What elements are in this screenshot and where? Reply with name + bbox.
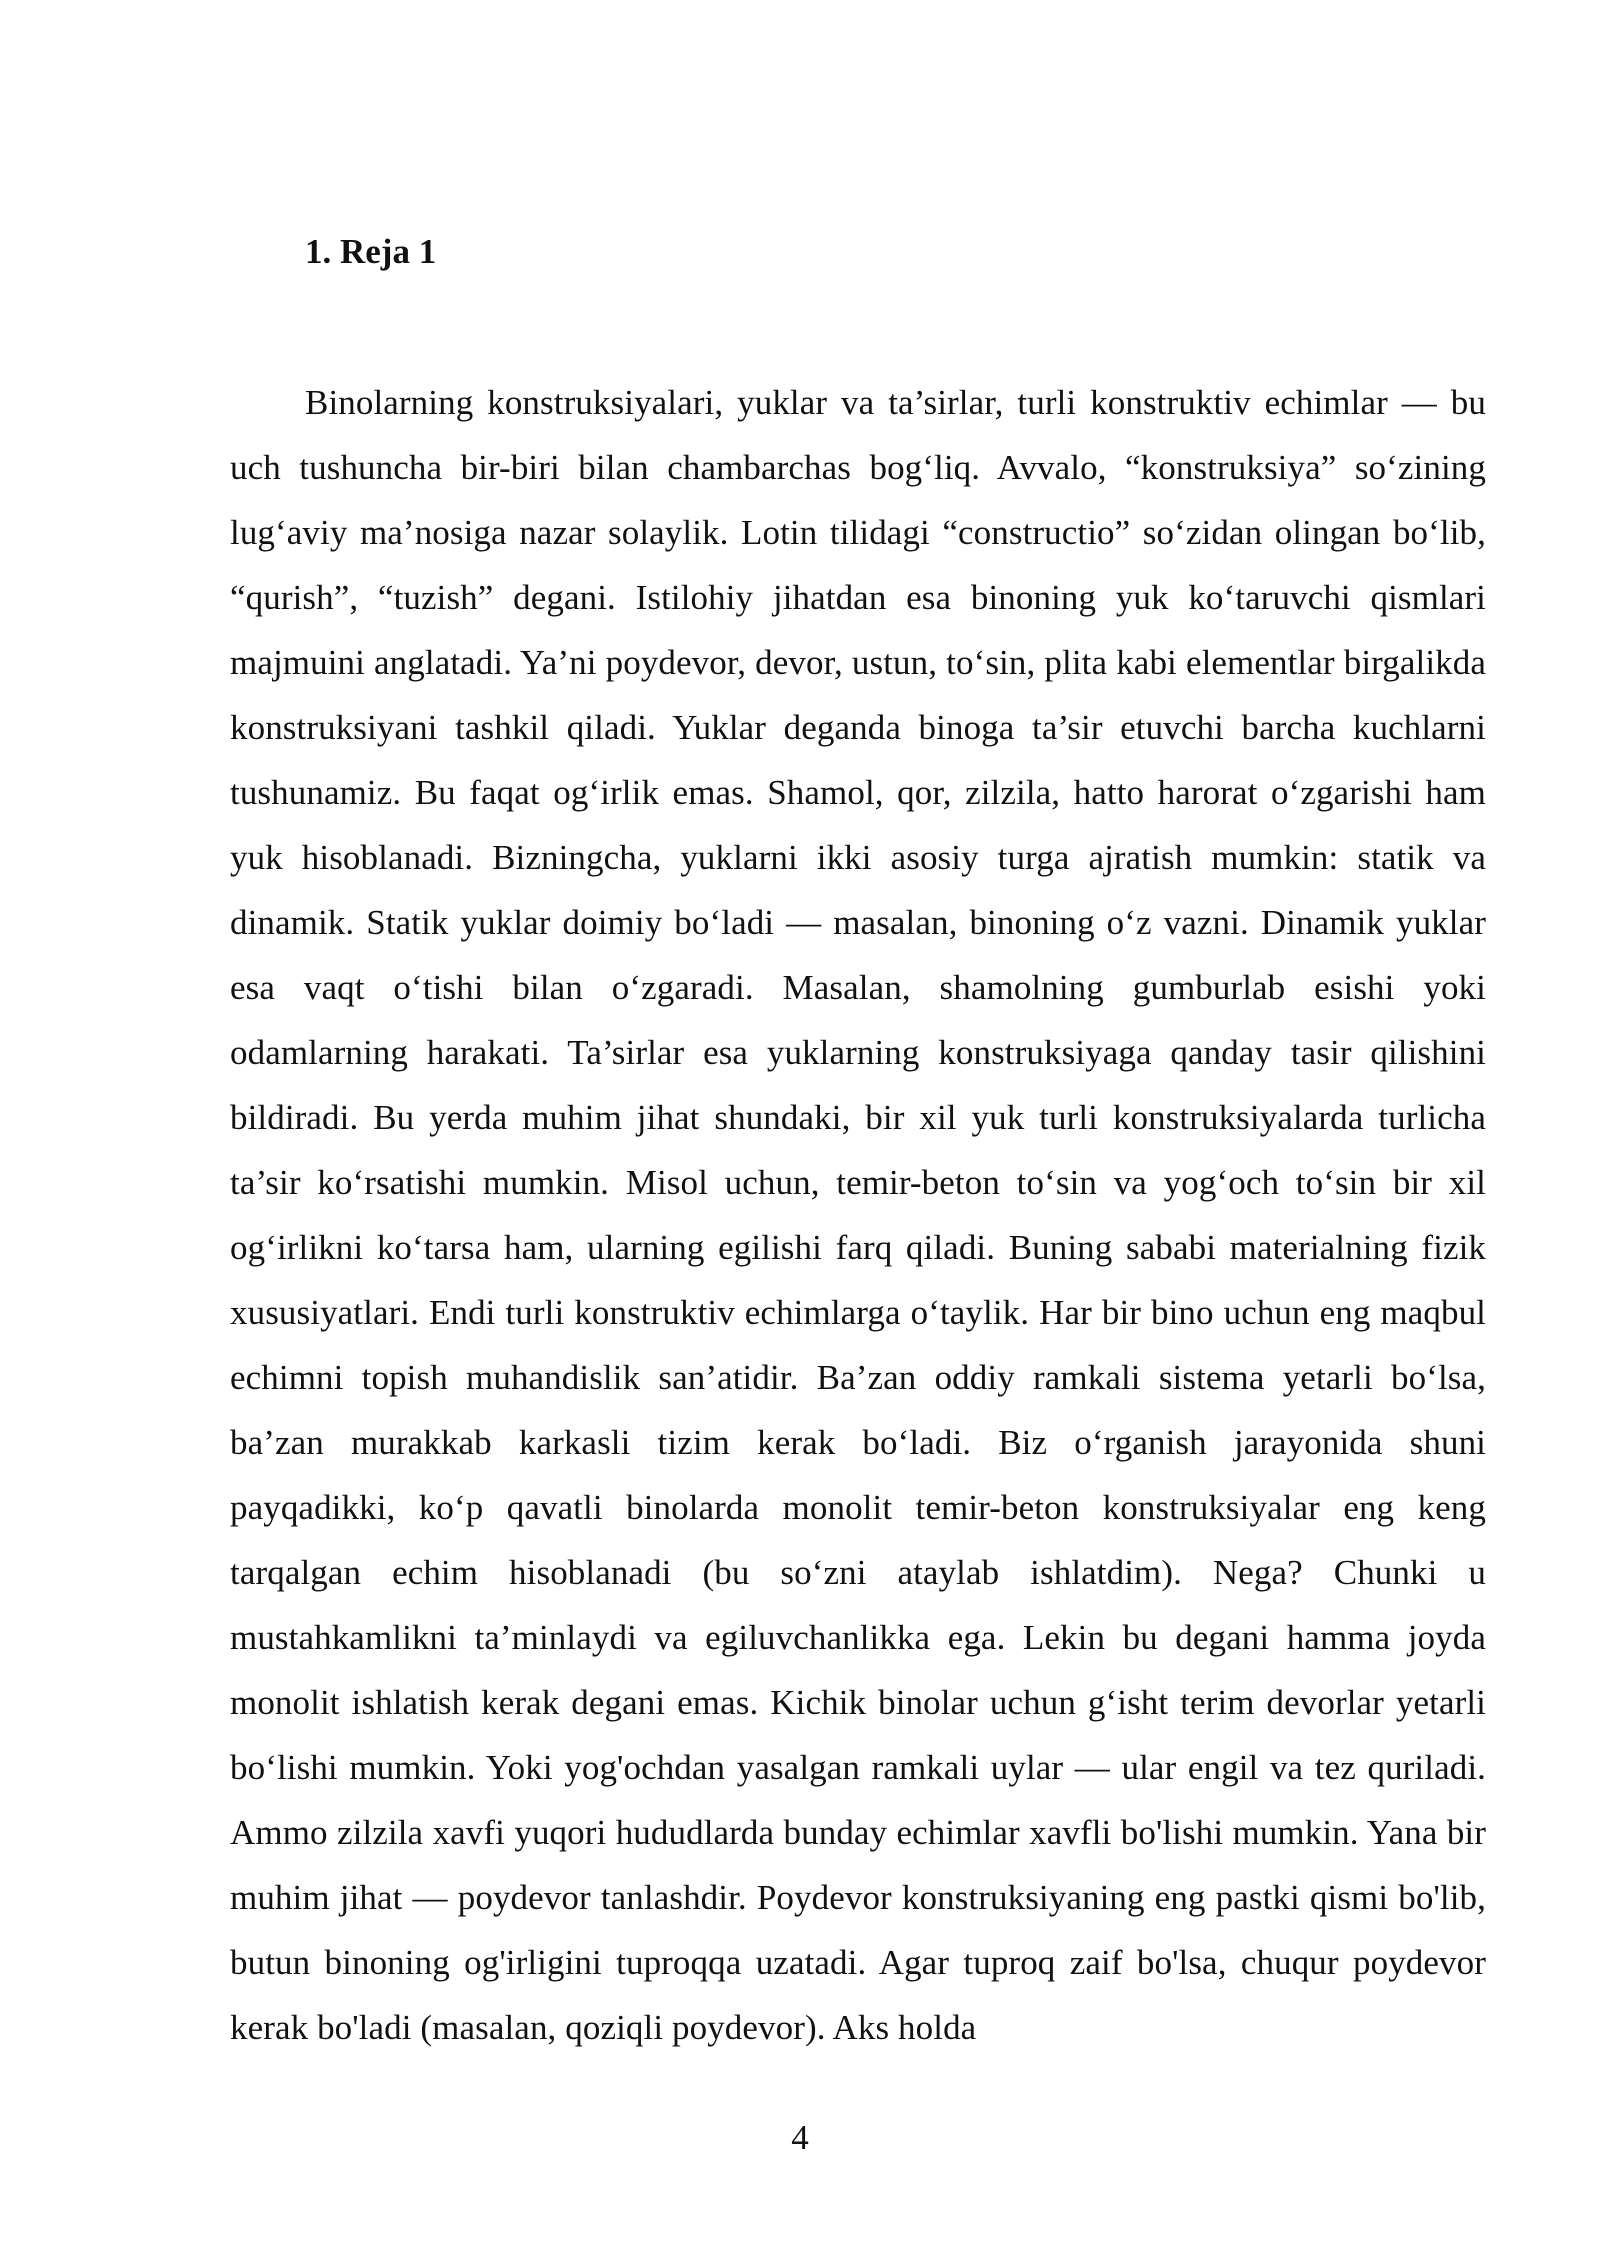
page-number: 4 <box>791 2118 809 2157</box>
body-paragraph: Binolarning konstruksiyalari, yuklar va ta’sirlar, turli konstruktiv echimlar — bu uch tushuncha bir-biri bilan chambarchas bog‘liq. Avvalo, “konstruksiya” so‘zining lug‘aviy ma’nosiga nazar solaylik. Lotin tilidagi “constructio” so‘zidan olingan bo‘lib, “qurish”, “tuzish” degani. Istilohiy jihatdan esa binoning yuk ko‘taruvchi qismlari majmuini anglatadi. Ya’ni poydevor, devor, ustun, to‘sin, plita kabi elementlar birgalikda konstruksiyani tashkil qiladi. Yuklar deganda binoga ta’sir etuvchi barcha kuchlarni tushunamiz. Bu faqat og‘irlik emas. Shamol, qor, zilzila, hatto harorat o‘zgarishi ham yuk hisoblanadi. Bizningcha, yuklarni ikki asosiy turga ajratish mumkin: statik va dinamik. Statik yuklar doimiy bo‘ladi — masalan, binoning o‘z vazni. Dinamik yuklar esa vaqt o‘tishi bilan o‘zgaradi. Masalan, shamolning gumburlab esishi yoki odamlarning harakati. Ta’sirlar esa yuklarning konstruksiyaga qanday tasir qilishini bildiradi. Bu yerda muhim jihat shundaki, bir xil yuk turli konstruksiyalarda turlicha ta’sir ko‘rsatishi mumkin. Misol uchun, temir-beton to‘sin va yog‘och to‘sin bir xil og‘irlikni ko‘tarsa ham, ularning egilishi farq qiladi. Buning sababi materialning fizik xususiyatlari. Endi turli konstruktiv echimlarga o‘taylik. Har bir bino uchun eng maqbul echimni topish muhandislik san’atidir. Ba’zan oddiy ramkali sistema yetarli bo‘lsa, ba’zan murakkab karkasli tizim kerak bo‘ladi. Biz o‘rganish jarayonida shuni payqadikki, ko‘p qavatli binolarda monolit temir-beton konstruksiyalar eng keng tarqalgan echim hisoblanadi (bu so‘zni ataylab ishlatdim). Nega? Chunki u mustahkamlikni ta’minlaydi va egiluvchanlikka ega. Lekin bu degani hamma joyda monolit ishlatish kerak degani emas. Kichik binolar uchun g‘isht terim devorlar yetarli bo‘lishi mumkin. Yoki yog'ochdan yasalgan ramkali uylar — ular engil va tez quriladi. Ammo zilzila xavfi yuqori hududlarda bunday echimlar xavfli bo'lishi mumkin. Yana bir muhim jihat — poydevor tanlashdir. Poydevor konstruksiyaning eng pastki qismi bo'lib, butun binoning og'irligini tuproqqa uzatadi. Agar tuproq zaif bo'lsa, chuqur poydevor kerak bo'ladi (masalan, qoziqli poydevor). Aks holda <box>230 383 1486 2047</box>
section-heading: 1. Reja 1 <box>305 232 437 271</box>
